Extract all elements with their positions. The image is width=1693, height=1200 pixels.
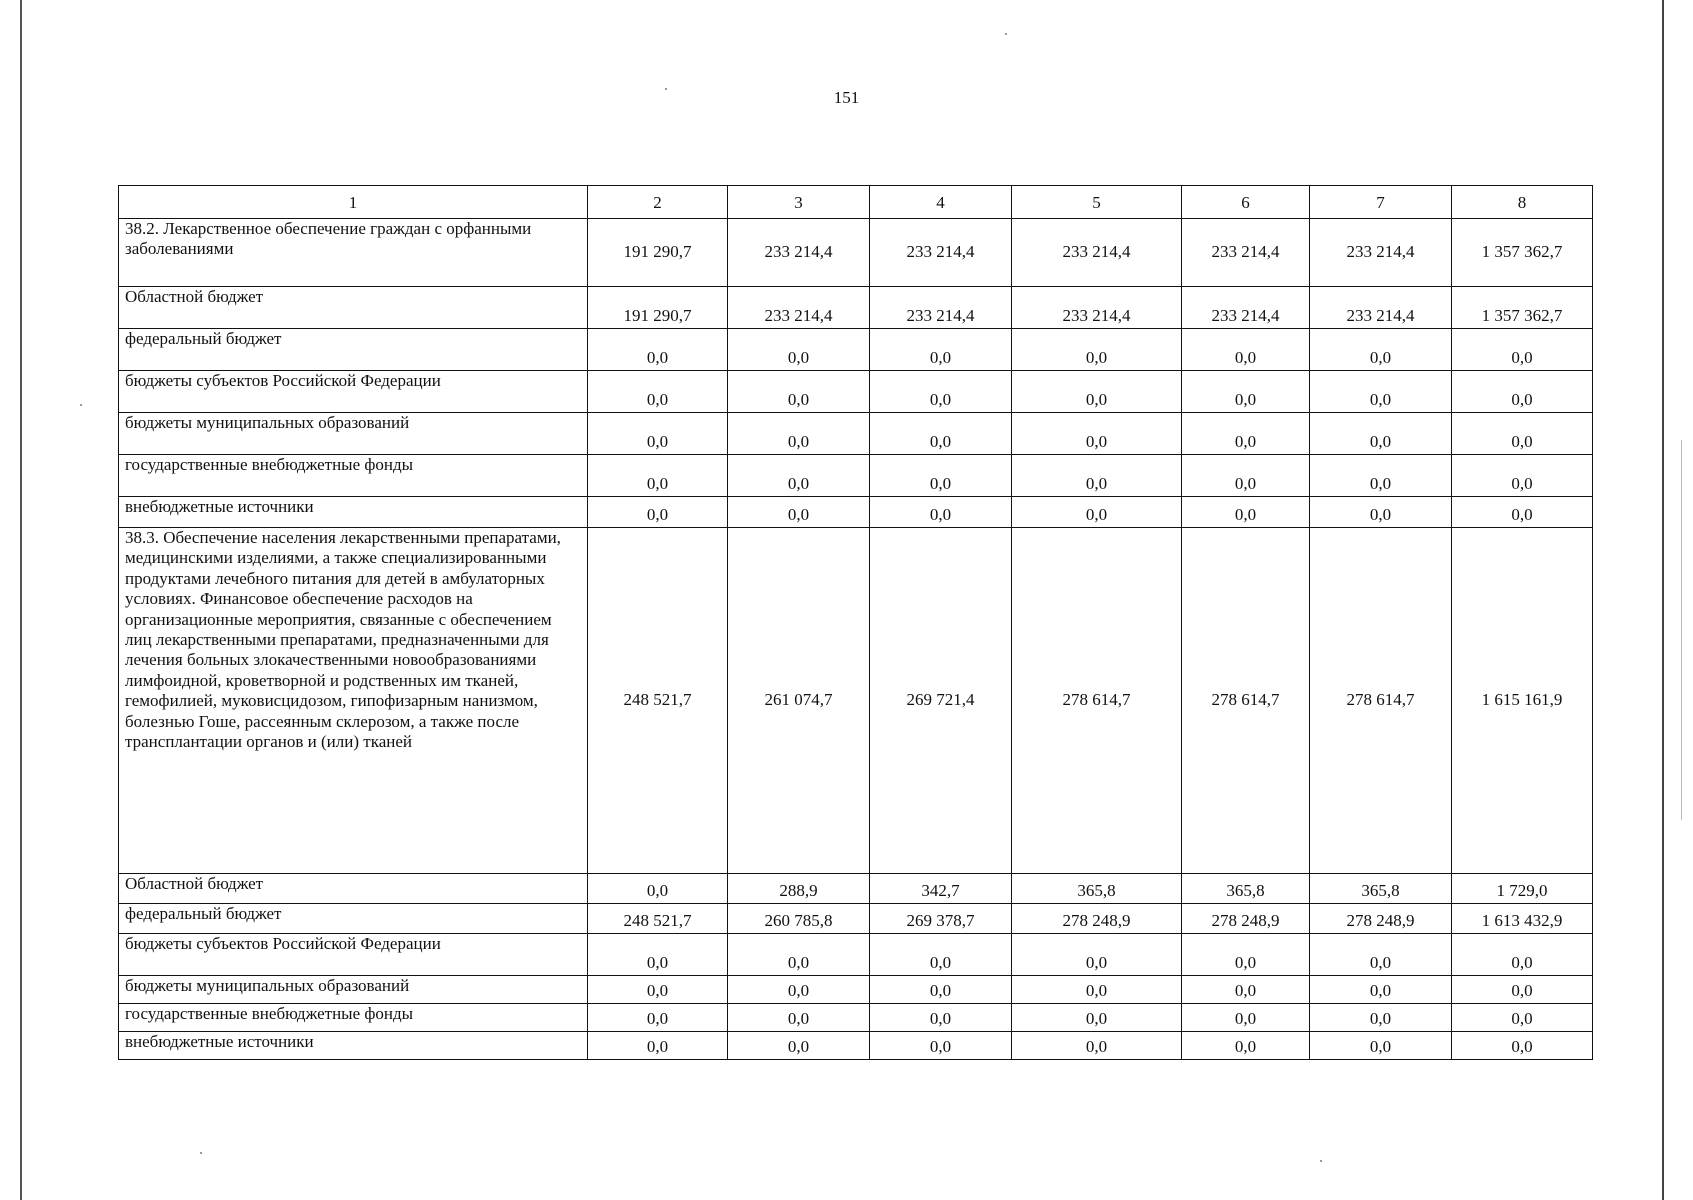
table-row [119,455,1593,497]
value-cell: 342,7 [870,874,1012,904]
value-cell: 248 521,7 [588,904,728,934]
scan-speck [1005,33,1007,35]
value-cell: 0,0 [728,1032,870,1060]
value-cell: 233 214,4 [1012,219,1182,287]
value-cell: 278 248,9 [1310,904,1452,934]
table-row [119,1004,1593,1032]
value-cell: 0,0 [588,413,728,455]
row-label: внебюджетные источники [119,497,588,528]
table-row [119,329,1593,371]
value-cell: 0,0 [870,371,1012,413]
value-cell: 260 785,8 [728,904,870,934]
value-cell: 269 721,4 [870,528,1012,874]
value-cell: 0,0 [1310,329,1452,371]
table-row [119,976,1593,1004]
row-label: федеральный бюджет [119,904,588,934]
value-cell: 1 613 432,9 [1452,904,1593,934]
value-cell: 1 357 362,7 [1452,287,1593,329]
value-cell: 0,0 [870,413,1012,455]
value-cell: 0,0 [1452,329,1593,371]
value-cell: 0,0 [1012,329,1182,371]
value-cell: 0,0 [728,371,870,413]
value-cell: 0,0 [1310,934,1452,976]
header-cell: 4 [870,186,1012,219]
value-cell: 0,0 [1182,934,1310,976]
header-cell: 6 [1182,186,1310,219]
row-label: государственные внебюджетные фонды [119,455,588,497]
value-cell: 0,0 [588,976,728,1004]
value-cell: 0,0 [1182,371,1310,413]
value-cell: 0,0 [1452,413,1593,455]
value-cell: 0,0 [1452,1004,1593,1032]
row-label: 38.3. Обеспечение населения лекарственными препаратами, медицинскими изделиями, а также специализированными продуктами лечебного питания для детей в амбулаторных условиях. Финансовое обеспечение расходов на организационные мероприятия, связанные с обеспечением лиц лекарственными препаратами, предназначенными для лечения больных злокачественными новообразованиями лимфоидной, кроветворной и родственных им тканей, гемофилией, муковисцидозом, гипофизарным нанизмом, болезнью Гоше, рассеянным склерозом, а также после трансплантации органов и (или) тканей [119,528,588,874]
value-cell: 0,0 [1310,1032,1452,1060]
page-number: 151 [833,88,860,107]
value-cell: 191 290,7 [588,219,728,287]
value-cell: 0,0 [1182,413,1310,455]
value-cell: 0,0 [1182,329,1310,371]
value-cell: 278 614,7 [1182,528,1310,874]
value-cell: 233 214,4 [1182,287,1310,329]
value-cell: 0,0 [1012,934,1182,976]
value-cell: 0,0 [1310,455,1452,497]
value-cell: 0,0 [1012,976,1182,1004]
header-row [119,186,1593,219]
value-cell: 233 214,4 [1182,219,1310,287]
scan-speck [80,404,82,406]
value-cell: 0,0 [870,329,1012,371]
scan-speck [665,88,667,90]
value-cell: 0,0 [1012,371,1182,413]
row-label: 38.2. Лекарственное обеспечение граждан с орфанными заболеваниями [119,219,588,287]
value-cell: 0,0 [1182,1032,1310,1060]
value-cell: 0,0 [728,497,870,528]
value-cell: 0,0 [1310,1004,1452,1032]
row-label: Областной бюджет [119,287,588,329]
value-cell: 1 357 362,7 [1452,219,1593,287]
value-cell: 0,0 [588,934,728,976]
table-row [119,287,1593,329]
scan-speck [1320,1160,1322,1162]
row-label: государственные внебюджетные фонды [119,1004,588,1032]
value-cell: 0,0 [588,874,728,904]
value-cell: 233 214,4 [728,287,870,329]
table-row [119,934,1593,976]
header-cell: 5 [1012,186,1182,219]
budget-table [118,185,1593,1060]
value-cell: 0,0 [728,1004,870,1032]
table-row [119,1032,1593,1060]
value-cell: 0,0 [1182,1004,1310,1032]
value-cell: 0,0 [1012,413,1182,455]
value-cell: 0,0 [870,1004,1012,1032]
value-cell: 278 614,7 [1012,528,1182,874]
value-cell: 0,0 [870,1032,1012,1060]
value-cell: 1 729,0 [1452,874,1593,904]
value-cell: 0,0 [588,371,728,413]
row-label: Областной бюджет [119,874,588,904]
value-cell: 0,0 [1182,976,1310,1004]
value-cell: 0,0 [1012,1004,1182,1032]
table-row [119,413,1593,455]
header-cell: 1 [119,186,588,219]
table-row [119,219,1593,287]
scan-edge-right [1662,0,1664,1200]
value-cell: 0,0 [1012,1032,1182,1060]
value-cell: 233 214,4 [870,219,1012,287]
value-cell: 0,0 [1452,497,1593,528]
value-cell: 0,0 [1012,497,1182,528]
value-cell: 233 214,4 [1012,287,1182,329]
value-cell: 365,8 [1012,874,1182,904]
value-cell: 0,0 [1452,976,1593,1004]
value-cell: 233 214,4 [1310,219,1452,287]
value-cell: 261 074,7 [728,528,870,874]
value-cell: 278 248,9 [1182,904,1310,934]
value-cell: 0,0 [870,455,1012,497]
value-cell: 191 290,7 [588,287,728,329]
value-cell: 0,0 [870,497,1012,528]
table-row [119,528,1593,874]
header-cell: 8 [1452,186,1593,219]
value-cell: 233 214,4 [870,287,1012,329]
value-cell: 0,0 [588,1032,728,1060]
row-label: бюджеты субъектов Российской Федерации [119,371,588,413]
value-cell: 233 214,4 [1310,287,1452,329]
value-cell: 0,0 [870,976,1012,1004]
value-cell: 269 378,7 [870,904,1012,934]
row-label: бюджеты муниципальных образований [119,976,588,1004]
value-cell: 0,0 [1182,497,1310,528]
value-cell: 0,0 [588,497,728,528]
scan-edge-right-faint [1681,440,1682,820]
table-row [119,497,1593,528]
value-cell: 0,0 [728,976,870,1004]
table-row [119,904,1593,934]
value-cell: 365,8 [1182,874,1310,904]
value-cell: 0,0 [1452,371,1593,413]
value-cell: 278 614,7 [1310,528,1452,874]
row-label: бюджеты муниципальных образований [119,413,588,455]
value-cell: 0,0 [870,934,1012,976]
value-cell: 0,0 [588,1004,728,1032]
scan-speck [200,1152,202,1154]
table-row [119,371,1593,413]
value-cell: 0,0 [1310,497,1452,528]
value-cell: 288,9 [728,874,870,904]
value-cell: 0,0 [1452,455,1593,497]
value-cell: 0,0 [728,934,870,976]
value-cell: 0,0 [728,329,870,371]
row-label: внебюджетные источники [119,1032,588,1060]
value-cell: 0,0 [588,455,728,497]
value-cell: 0,0 [1310,413,1452,455]
value-cell: 278 248,9 [1012,904,1182,934]
value-cell: 0,0 [728,455,870,497]
value-cell: 0,0 [1182,455,1310,497]
header-cell: 3 [728,186,870,219]
value-cell: 0,0 [1452,934,1593,976]
value-cell: 0,0 [728,413,870,455]
value-cell: 0,0 [1310,371,1452,413]
header-cell: 7 [1310,186,1452,219]
row-label: бюджеты субъектов Российской Федерации [119,934,588,976]
value-cell: 365,8 [1310,874,1452,904]
table-row [119,874,1593,904]
value-cell: 0,0 [1012,455,1182,497]
value-cell: 0,0 [588,329,728,371]
value-cell: 0,0 [1452,1032,1593,1060]
value-cell: 1 615 161,9 [1452,528,1593,874]
header-cell: 2 [588,186,728,219]
value-cell: 248 521,7 [588,528,728,874]
row-label: федеральный бюджет [119,329,588,371]
scan-edge-left [20,0,22,1200]
value-cell: 233 214,4 [728,219,870,287]
value-cell: 0,0 [1310,976,1452,1004]
